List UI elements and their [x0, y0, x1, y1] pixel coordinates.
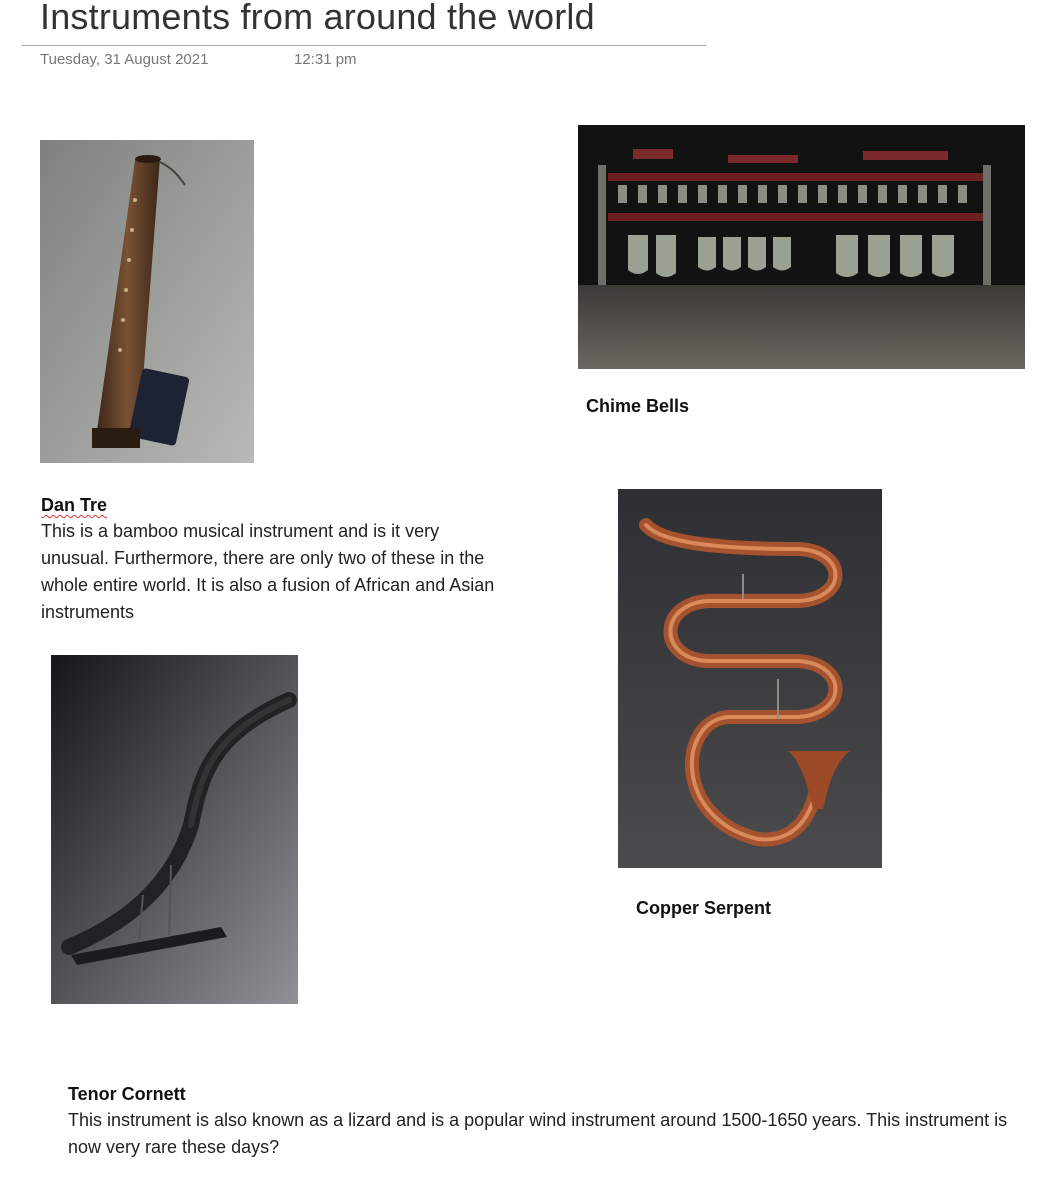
chime-bells-caption: Chime Bells	[586, 396, 690, 416]
copper-serpent-caption: Copper Serpent	[636, 898, 772, 918]
title-divider	[22, 45, 706, 46]
tenor-cornett-image[interactable]	[51, 655, 298, 1004]
page-time: 12:31 pm	[294, 51, 357, 68]
tenor-cornett-heading: Tenor Cornett	[68, 1084, 186, 1104]
tenor-cornett-description: This instrument is also known as a lizard and is a popular wind instrument around 1500-1650 years. This instrument is now very rare these days?	[68, 1110, 1008, 1157]
copper-serpent-image[interactable]	[618, 489, 882, 868]
chime-bells-image[interactable]	[578, 125, 1025, 369]
dan-tre-heading	[41, 495, 107, 516]
page-date: Tuesday, 31 August 2021	[40, 51, 209, 68]
dan-tre-name: Dan Tre	[41, 495, 108, 515]
page-title: Instruments from around the world	[40, 0, 595, 37]
dan-tre-description: This is a bamboo musical instrument and is it very unusual. Furthermore, there are only two of these in the whole entire world. It is also a fusion of African and Asian instruments	[41, 521, 495, 622]
dan-tre-image[interactable]	[40, 140, 254, 463]
